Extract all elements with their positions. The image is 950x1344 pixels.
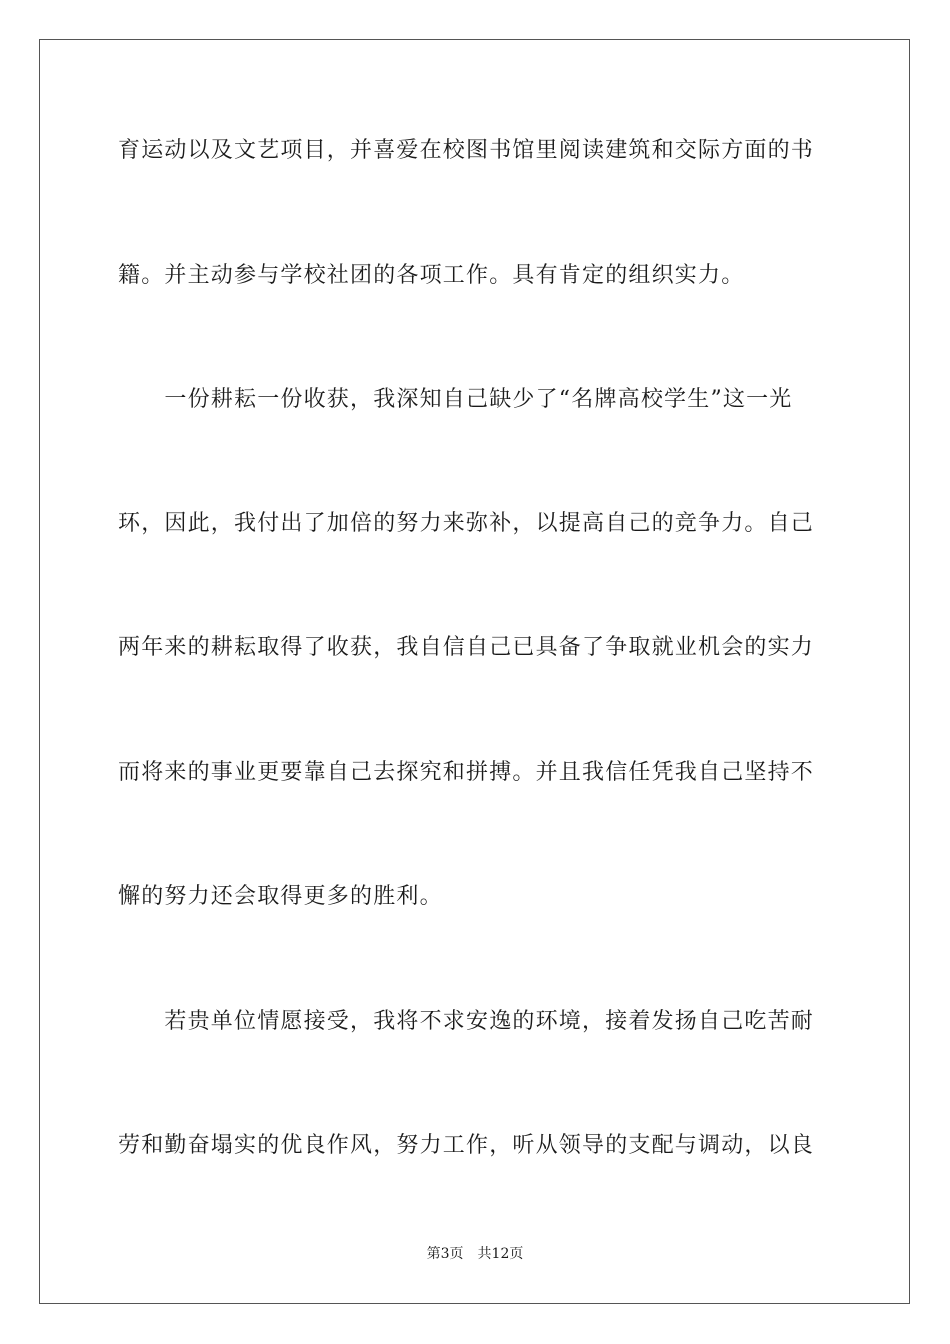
- text-line: 劳和勤奋塌实的优良作风，努力工作，听从领导的支配与调动，以良: [118, 1133, 815, 1158]
- text-line: 两年来的耕耘取得了收获，我自信自己已具备了争取就业机会的实力: [118, 635, 815, 660]
- text-line: 而将来的事业更要靠自己去探究和拼搏。并且我信任凭我自己坚持不: [118, 760, 815, 785]
- text-line: 懈的努力还会取得更多的胜利。: [118, 884, 443, 909]
- text-line: 育运动以及文艺项目，并喜爱在校图书馆里阅读建筑和交际方面的书: [118, 138, 815, 163]
- text-line: 籍。并主动参与学校社团的各项工作。具有肯定的组织实力。: [118, 263, 745, 288]
- page-border: [39, 39, 910, 1304]
- paragraph-start-line: 若贵单位情愿接受，我将不求安逸的环境，接着发扬自己吃苦耐: [118, 1009, 815, 1034]
- paragraph-start-line: 一份耕耘一份收获，我深知自己缺少了“名牌高校学生”这一光: [118, 387, 793, 412]
- page-number-footer: 第3页 共12页: [426, 1246, 524, 1262]
- text-line: 环，因此，我付出了加倍的努力来弥补，以提高自己的竞争力。自己: [118, 511, 815, 536]
